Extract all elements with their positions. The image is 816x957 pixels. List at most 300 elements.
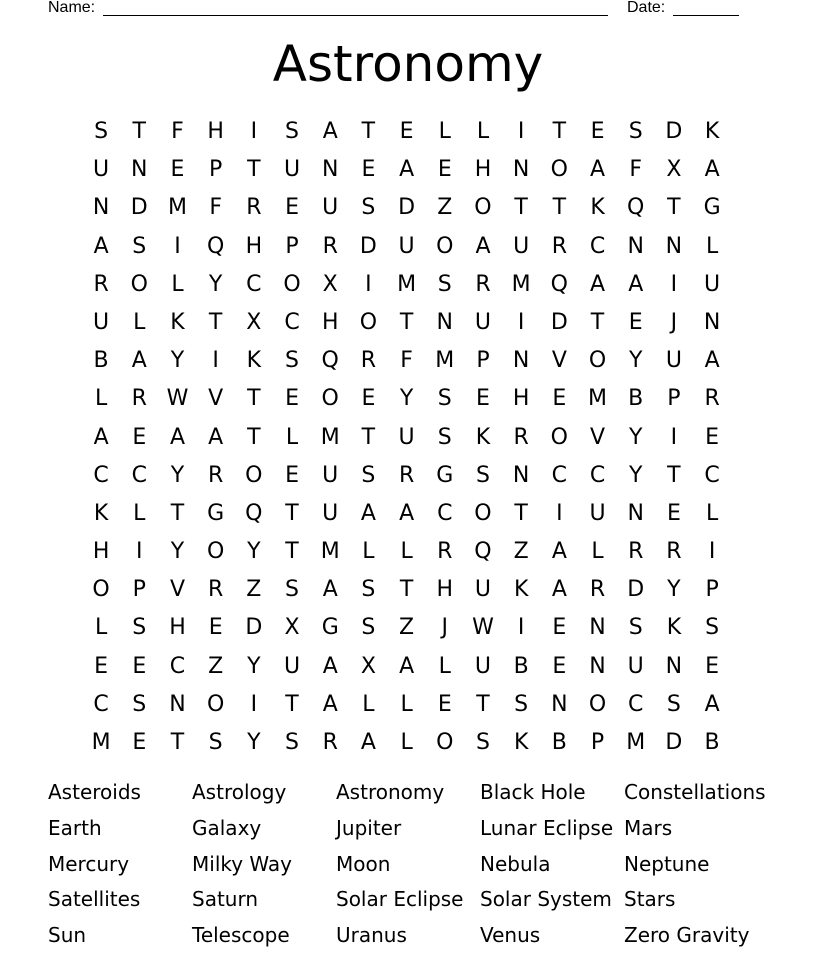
grid-cell: T <box>361 119 376 144</box>
grid-cell: E <box>552 653 567 679</box>
grid-cell: E <box>361 157 376 183</box>
grid-cell: T <box>247 157 261 183</box>
grid-cell: S <box>628 615 643 641</box>
grid-cell: L <box>400 539 413 565</box>
grid-cell: T <box>552 195 567 221</box>
grid-cell: S <box>361 577 376 603</box>
grid-cell: S <box>437 386 452 412</box>
grid-cell: S <box>285 348 300 374</box>
grid-cell: S <box>361 195 376 221</box>
grid-cell: T <box>667 462 681 488</box>
grid-cell: L <box>94 386 108 412</box>
word-list-item: Uranus <box>336 923 407 948</box>
grid-cell: Z <box>246 577 262 603</box>
grid-cell: U <box>322 462 339 488</box>
grid-cell: L <box>171 271 184 297</box>
grid-cell: U <box>474 309 492 335</box>
grid-cell: R <box>589 577 606 603</box>
grid-cell: R <box>360 348 377 374</box>
grid-cell: O <box>550 157 568 183</box>
grid-cell: Y <box>170 348 185 374</box>
grid-cell: A <box>399 653 415 679</box>
grid-cell: A <box>399 500 415 526</box>
grid-cell: T <box>208 309 223 335</box>
grid-cell: S <box>132 691 147 717</box>
grid-cell: S <box>514 691 529 717</box>
grid-cell: Y <box>628 424 643 450</box>
grid-cell: C <box>93 691 109 717</box>
grid-cell: E <box>437 157 452 183</box>
word-list-item: Telescope <box>192 923 290 948</box>
grid-cell: Y <box>170 539 185 565</box>
grid-cell: T <box>170 500 185 526</box>
grid-cell: D <box>359 233 377 259</box>
grid-cell: S <box>437 424 452 450</box>
grid-cell: B <box>704 730 720 755</box>
grid-cell: I <box>250 691 258 717</box>
grid-cell: A <box>628 271 644 297</box>
word-list-item: Earth <box>48 815 102 840</box>
grid-cell: N <box>512 157 530 183</box>
grid-cell: F <box>209 195 222 221</box>
grid-cell: A <box>551 577 567 603</box>
grid-cell: Y <box>208 271 223 297</box>
grid-cell: A <box>475 233 491 259</box>
grid-cell: U <box>627 653 644 679</box>
grid-cell: I <box>556 500 563 526</box>
grid-cell: L <box>362 539 375 565</box>
grid-cell: P <box>209 157 223 183</box>
grid-cell: L <box>591 539 604 565</box>
word-list-item: Sun <box>48 923 87 948</box>
grid-cell: Y <box>628 348 643 374</box>
grid-cell: L <box>133 500 146 526</box>
date-blank-line <box>673 15 739 16</box>
grid-cell: H <box>436 577 454 603</box>
grid-cell: I <box>517 615 525 641</box>
word-list <box>48 776 768 955</box>
grid-cell: A <box>208 424 224 450</box>
grid-cell: U <box>665 348 682 374</box>
grid-cell: D <box>627 577 645 603</box>
grid-cell: K <box>93 500 109 526</box>
grid-cell: R <box>93 271 109 297</box>
word-list-item: Constellations <box>624 780 766 804</box>
grid-cell: X <box>666 157 682 183</box>
grid-cell: A <box>169 424 185 450</box>
date-label: Date: <box>627 0 666 16</box>
grid-cell: A <box>590 271 606 297</box>
grid-cell: Z <box>513 539 529 565</box>
grid-cell: R <box>704 386 720 412</box>
grid-cell: L <box>285 424 299 450</box>
grid-cell: T <box>590 309 605 335</box>
grid-cell: E <box>437 691 452 717</box>
grid-cell: C <box>169 653 186 679</box>
grid-cell: U <box>474 577 492 603</box>
grid-cell: T <box>476 691 490 717</box>
word-list-item: Mars <box>624 815 673 840</box>
grid-cell: M <box>626 730 646 755</box>
grid-cell: A <box>93 424 109 450</box>
grid-cell: R <box>551 233 567 259</box>
grid-cell: S <box>132 615 147 641</box>
grid-cell: D <box>550 309 568 335</box>
grid-cell: E <box>705 424 720 450</box>
grid-cell: E <box>361 386 376 412</box>
grid-cell: T <box>667 195 681 221</box>
grid-cell: B <box>628 386 644 412</box>
word-list-item: Zero Gravity <box>624 923 750 948</box>
grid-cell: P <box>705 577 719 603</box>
grid-cell: E <box>399 119 414 144</box>
grid-cell: D <box>245 615 263 641</box>
word-list-item: Satellites <box>48 887 141 912</box>
grid-cell: R <box>475 271 491 297</box>
grid-cell: W <box>166 386 189 412</box>
grid-cell: O <box>206 691 225 717</box>
word-list-item: Mercury <box>48 851 130 876</box>
grid-cell: M <box>167 195 187 221</box>
grid-cell: B <box>93 348 109 374</box>
grid-cell: C <box>437 500 453 526</box>
grid-cell: Z <box>399 615 415 641</box>
grid-cell: M <box>511 271 531 297</box>
grid-cell: O <box>474 500 492 526</box>
grid-cell: M <box>320 539 340 565</box>
grid-cell: V <box>590 424 606 450</box>
grid-cell: O <box>436 233 454 259</box>
grid-cell: T <box>361 424 376 450</box>
grid-cell: A <box>399 157 415 183</box>
grid-cell: E <box>132 653 147 679</box>
grid-cell: S <box>285 577 300 603</box>
grid-cell: K <box>666 615 682 641</box>
grid-cell: A <box>704 157 720 183</box>
grid-cell: B <box>513 653 529 679</box>
grid-cell: L <box>94 615 108 641</box>
grid-cell: A <box>590 157 606 183</box>
grid-cell: V <box>551 348 567 374</box>
word-list-item: Milky Way <box>192 851 293 876</box>
grid-cell: N <box>589 653 606 679</box>
grid-cell: C <box>131 462 147 488</box>
grid-cell: A <box>704 691 720 717</box>
grid-cell: N <box>665 233 683 259</box>
grid-cell: O <box>283 271 301 297</box>
grid-cell: S <box>437 271 452 297</box>
grid-cell: O <box>245 462 263 488</box>
grid-cell: Q <box>245 500 263 526</box>
grid-cell: T <box>399 309 414 335</box>
grid-cell: K <box>170 309 185 335</box>
grid-cell: E <box>628 309 643 335</box>
word-list-item: Solar Eclipse <box>336 887 464 912</box>
grid-cell: T <box>247 424 261 450</box>
grid-cell: C <box>284 309 300 335</box>
grid-cell: U <box>398 233 415 259</box>
word-list-item: Astronomy <box>336 780 445 804</box>
grid-cell: U <box>322 195 339 221</box>
grid-cell: N <box>627 500 644 526</box>
grid-cell: A <box>131 348 147 374</box>
letter-grid <box>82 113 731 762</box>
grid-cell: N <box>627 233 644 259</box>
grid-cell: U <box>283 157 301 183</box>
grid-cell: T <box>399 577 414 603</box>
grid-cell: V <box>208 386 224 412</box>
grid-cell: G <box>207 500 225 526</box>
grid-cell: C <box>628 691 644 717</box>
grid-cell: H <box>207 119 224 144</box>
grid-cell: L <box>438 119 451 144</box>
grid-cell: R <box>437 539 453 565</box>
grid-cell: L <box>400 691 413 717</box>
grid-cell: M <box>435 348 455 374</box>
grid-cell: X <box>322 271 338 297</box>
grid-cell: E <box>552 615 567 641</box>
grid-cell: Y <box>247 730 261 755</box>
word-list-item: Asteroids <box>48 780 141 804</box>
grid-cell: R <box>513 424 529 450</box>
grid-cell: C <box>704 462 720 488</box>
grid-cell: E <box>666 500 681 526</box>
grid-cell: Q <box>627 195 645 221</box>
grid-cell: K <box>246 348 262 374</box>
grid-cell: E <box>476 386 490 412</box>
grid-cell: E <box>705 653 720 679</box>
grid-cell: R <box>398 462 415 488</box>
grid-cell: M <box>588 386 608 412</box>
grid-cell: S <box>361 615 376 641</box>
grid-cell: U <box>589 500 606 526</box>
grid-cell: A <box>360 500 376 526</box>
header-row <box>48 0 748 20</box>
grid-cell: T <box>285 539 299 565</box>
grid-cell: T <box>514 195 528 221</box>
grid-cell: I <box>250 119 258 144</box>
grid-cell: M <box>320 424 340 450</box>
grid-cell: R <box>628 539 644 565</box>
grid-cell: M <box>397 271 417 297</box>
grid-cell: D <box>665 119 683 144</box>
grid-cell: H <box>474 157 492 183</box>
grid-cell: U <box>283 653 301 679</box>
puzzle-title: Astronomy <box>272 35 544 93</box>
grid-cell: I <box>708 539 716 565</box>
grid-cell: B <box>551 730 567 755</box>
grid-cell: R <box>666 539 682 565</box>
grid-cell: N <box>131 157 148 183</box>
grid-cell: K <box>513 730 529 755</box>
grid-cell: T <box>514 500 528 526</box>
grid-cell: N <box>512 348 530 374</box>
grid-cell: A <box>322 577 338 603</box>
word-list-item: Jupiter <box>336 815 402 840</box>
grid-cell: Y <box>399 386 414 412</box>
grid-cell: C <box>589 462 606 488</box>
word-list-item: Stars <box>624 887 676 912</box>
grid-cell: S <box>475 462 490 488</box>
grid-cell: A <box>551 539 567 565</box>
grid-cell: S <box>285 119 300 144</box>
grid-cell: N <box>589 615 606 641</box>
grid-cell: W <box>472 615 494 641</box>
word-list-item: Moon <box>336 851 391 876</box>
grid-cell: T <box>285 500 299 526</box>
grid-cell: T <box>552 119 567 144</box>
grid-cell: O <box>92 577 110 603</box>
grid-cell: P <box>285 233 299 259</box>
grid-cell: V <box>169 577 185 603</box>
grid-cell: C <box>93 462 109 488</box>
grid-cell: U <box>322 500 339 526</box>
grid-cell: R <box>208 462 224 488</box>
grid-cell: I <box>174 233 181 259</box>
grid-cell: E <box>285 386 299 412</box>
grid-cell: M <box>91 730 111 755</box>
grid-cell: H <box>321 309 339 335</box>
grid-cell: S <box>285 730 300 755</box>
grid-cell: K <box>590 195 605 221</box>
grid-cell: P <box>132 577 146 603</box>
grid-cell: L <box>133 309 146 335</box>
grid-cell: O <box>550 424 568 450</box>
grid-cell: Z <box>437 195 453 221</box>
grid-cell: F <box>171 119 184 144</box>
grid-cell: I <box>365 271 372 297</box>
grid-cell: I <box>517 119 525 144</box>
grid-cell: A <box>322 653 338 679</box>
grid-cell: N <box>551 691 568 717</box>
grid-cell: G <box>436 462 454 488</box>
grid-cell: U <box>704 271 721 297</box>
grid-cell: E <box>552 386 567 412</box>
grid-cell: S <box>628 119 643 144</box>
grid-cell: O <box>359 309 378 335</box>
grid-cell: E <box>94 653 109 679</box>
grid-cell: R <box>322 730 338 755</box>
grid-cell: K <box>475 424 491 450</box>
grid-cell: Y <box>170 462 185 488</box>
grid-cell: F <box>629 157 643 183</box>
grid-cell: A <box>322 119 338 144</box>
grid-cell: H <box>512 386 530 412</box>
word-list-item: Lunar Eclipse <box>480 815 614 840</box>
grid-cell: O <box>474 195 492 221</box>
grid-cell: E <box>170 157 185 183</box>
grid-cell: N <box>703 309 721 335</box>
grid-cell: U <box>474 653 492 679</box>
grid-cell: P <box>590 730 605 755</box>
grid-cell: L <box>705 500 719 526</box>
grid-cell: K <box>704 119 720 144</box>
grid-cell: S <box>705 615 720 641</box>
name-label: Name: <box>48 0 96 16</box>
word-list-item: Nebula <box>480 851 551 876</box>
grid-cell: N <box>512 462 530 488</box>
grid-cell: E <box>208 615 223 641</box>
grid-cell: Y <box>667 577 681 603</box>
grid-cell: Y <box>247 653 261 679</box>
grid-cell: E <box>132 424 147 450</box>
word-list-item: Galaxy <box>192 815 262 840</box>
grid-cell: A <box>93 233 109 259</box>
grid-cell: C <box>589 233 606 259</box>
grid-cell: T <box>247 386 261 412</box>
grid-cell: H <box>245 233 263 259</box>
grid-cell: I <box>517 309 525 335</box>
grid-cell: E <box>285 195 299 221</box>
grid-cell: O <box>588 691 607 717</box>
grid-cell: N <box>665 653 683 679</box>
grid-cell: R <box>322 233 338 259</box>
grid-cell: A <box>360 730 376 755</box>
grid-cell: H <box>169 615 186 641</box>
grid-cell: S <box>475 730 490 755</box>
grid-cell: E <box>285 462 299 488</box>
grid-cell: C <box>246 271 262 297</box>
grid-cell: R <box>208 577 224 603</box>
grid-cell: S <box>361 462 376 488</box>
name-blank-line <box>103 15 608 16</box>
grid-cell: U <box>93 157 110 183</box>
grid-cell: E <box>590 119 605 144</box>
grid-cell: E <box>132 730 147 755</box>
grid-cell: N <box>321 157 339 183</box>
grid-cell: I <box>212 348 219 374</box>
word-list-item: Astrology <box>192 780 287 804</box>
grid-cell: R <box>131 386 147 412</box>
grid-cell: T <box>170 730 185 755</box>
grid-cell: C <box>551 462 568 488</box>
grid-cell: U <box>513 233 530 259</box>
grid-cell: X <box>246 309 262 335</box>
grid-cell: G <box>321 615 339 641</box>
grid-cell: S <box>666 691 681 717</box>
grid-cell: P <box>667 386 681 412</box>
grid-cell: T <box>132 119 146 144</box>
grid-cell: O <box>436 730 454 755</box>
grid-cell: O <box>206 539 225 565</box>
grid-cell: Q <box>550 271 568 297</box>
grid-cell: Y <box>628 462 643 488</box>
grid-cell: D <box>398 195 416 221</box>
grid-cell: J <box>441 615 449 641</box>
grid-cell: U <box>93 309 110 335</box>
grid-cell: I <box>136 539 143 565</box>
grid-cell: L <box>705 233 719 259</box>
grid-cell: L <box>438 653 451 679</box>
word-list-item: Venus <box>480 923 541 948</box>
grid-cell: I <box>670 424 678 450</box>
grid-cell: G <box>703 195 721 221</box>
word-list-item: Black Hole <box>480 780 586 804</box>
grid-cell: P <box>476 348 490 374</box>
grid-cell: A <box>704 348 720 374</box>
grid-cell: U <box>398 424 415 450</box>
grid-cell: L <box>476 119 490 144</box>
grid-cell: J <box>670 309 678 335</box>
grid-cell: S <box>132 233 147 259</box>
grid-cell: O <box>588 348 607 374</box>
grid-cell: K <box>513 577 529 603</box>
word-list-item: Saturn <box>192 887 259 912</box>
grid-cell: F <box>400 348 413 374</box>
grid-cell: Y <box>247 539 261 565</box>
grid-cell: D <box>130 195 148 221</box>
grid-cell: Q <box>206 233 225 259</box>
